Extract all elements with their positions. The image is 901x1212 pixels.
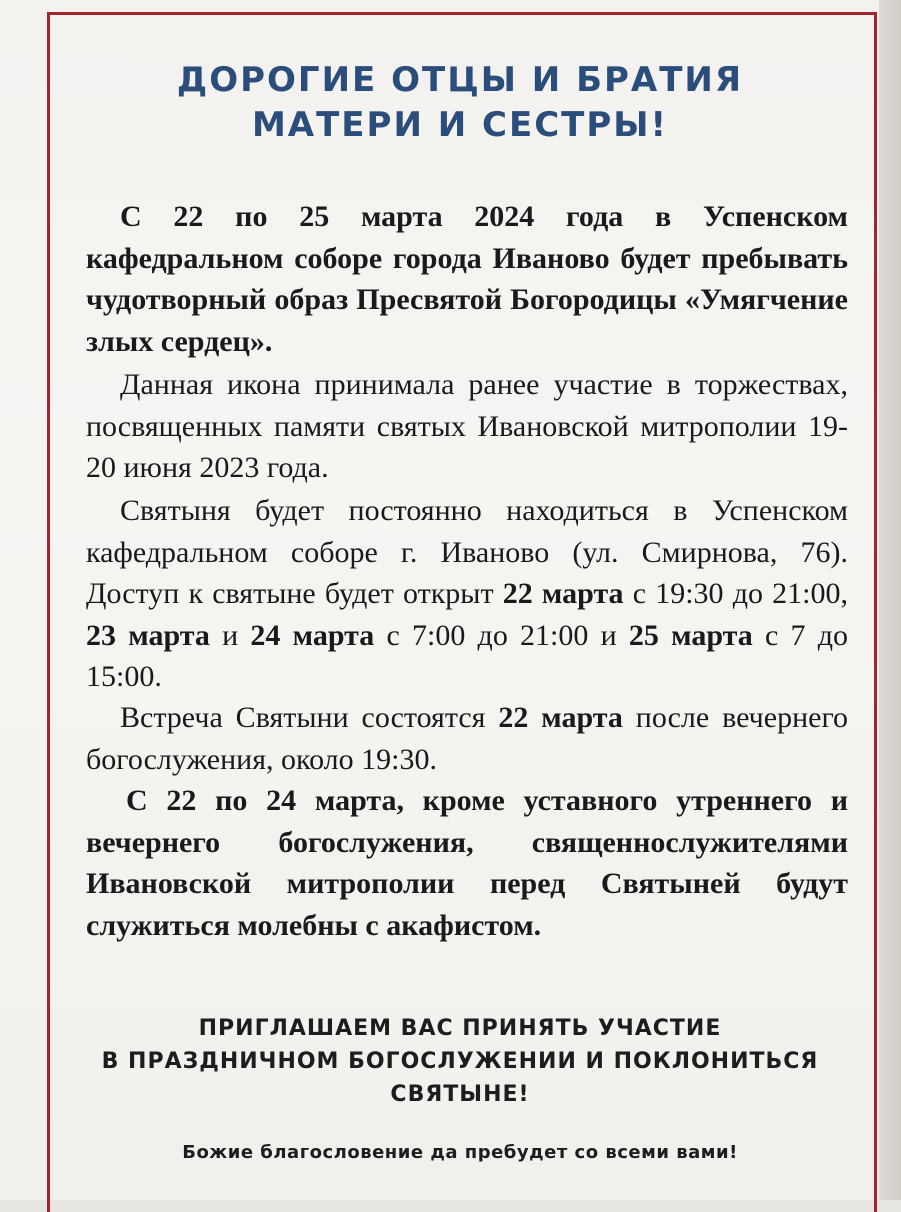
meeting-lead-text: Встреча Святыни состоятся bbox=[120, 701, 499, 734]
time-range-1: с 19:30 до 21:00, bbox=[623, 577, 848, 610]
date-march-23: 23 марта bbox=[86, 618, 210, 652]
time-range-2: с 7:00 до 21:00 и bbox=[374, 618, 629, 652]
title-line-2: МАТЕРИ И СЕСТРЫ! bbox=[251, 105, 669, 145]
invitation-line-1: ПРИГЛАШАЕМ ВАС ПРИНЯТЬ УЧАСТИЕ bbox=[198, 1016, 722, 1041]
meeting-paragraph bbox=[86, 697, 848, 780]
page-edge bbox=[879, 0, 901, 1200]
meeting-date: 22 марта bbox=[498, 701, 623, 734]
invitation-line-3: СВЯТЫНЕ! bbox=[390, 1082, 530, 1107]
date-march-24: 24 марта bbox=[250, 618, 375, 652]
conjunction-text: и bbox=[209, 618, 251, 652]
title-line-1: ДОРОГИЕ ОТЦЫ И БРАТИЯ bbox=[176, 60, 744, 100]
meeting-tail-text: после вечернего богослужения, около 19:30. bbox=[86, 701, 848, 776]
announcement-paragraph: С 22 по 25 марта 2024 года в Успенском кафедральном соборе города Иваново будет пребывать чудотворный образ Пресвятой Богородицы «Умягчение злых сердец». bbox=[86, 200, 848, 358]
schedule-lead-text: Святыня будет постоянно находиться в Успенском кафедральном соборе г. Иваново (ул. Смирнова, 76). Доступ к святыне будет открыт bbox=[86, 494, 848, 610]
date-march-25: 25 марта bbox=[628, 618, 753, 652]
blessing-text: Божие благословение да пребудет со всеми вами! bbox=[182, 1142, 738, 1163]
date-march-22: 22 марта bbox=[502, 577, 624, 610]
invitation-line-2: В ПРАЗДНИЧНОМ БОГОСЛУЖЕНИИ И ПОКЛОНИТЬСЯ bbox=[101, 1049, 819, 1074]
access-schedule-paragraph bbox=[86, 490, 848, 698]
time-range-3: с 7 до 15:00. bbox=[86, 618, 849, 693]
icon-history-paragraph: Данная икона принимала ранее участие в торжествах, посвященных памяти святых Ивановской митрополии 19-20 июня 2023 года. bbox=[86, 368, 848, 484]
services-paragraph: С 22 по 24 марта, кроме уставного утреннего и вечернего богослужения, священнослужителями Ивановской митрополии перед Святыней будут служиться молебны с акафистом. bbox=[86, 784, 848, 942]
